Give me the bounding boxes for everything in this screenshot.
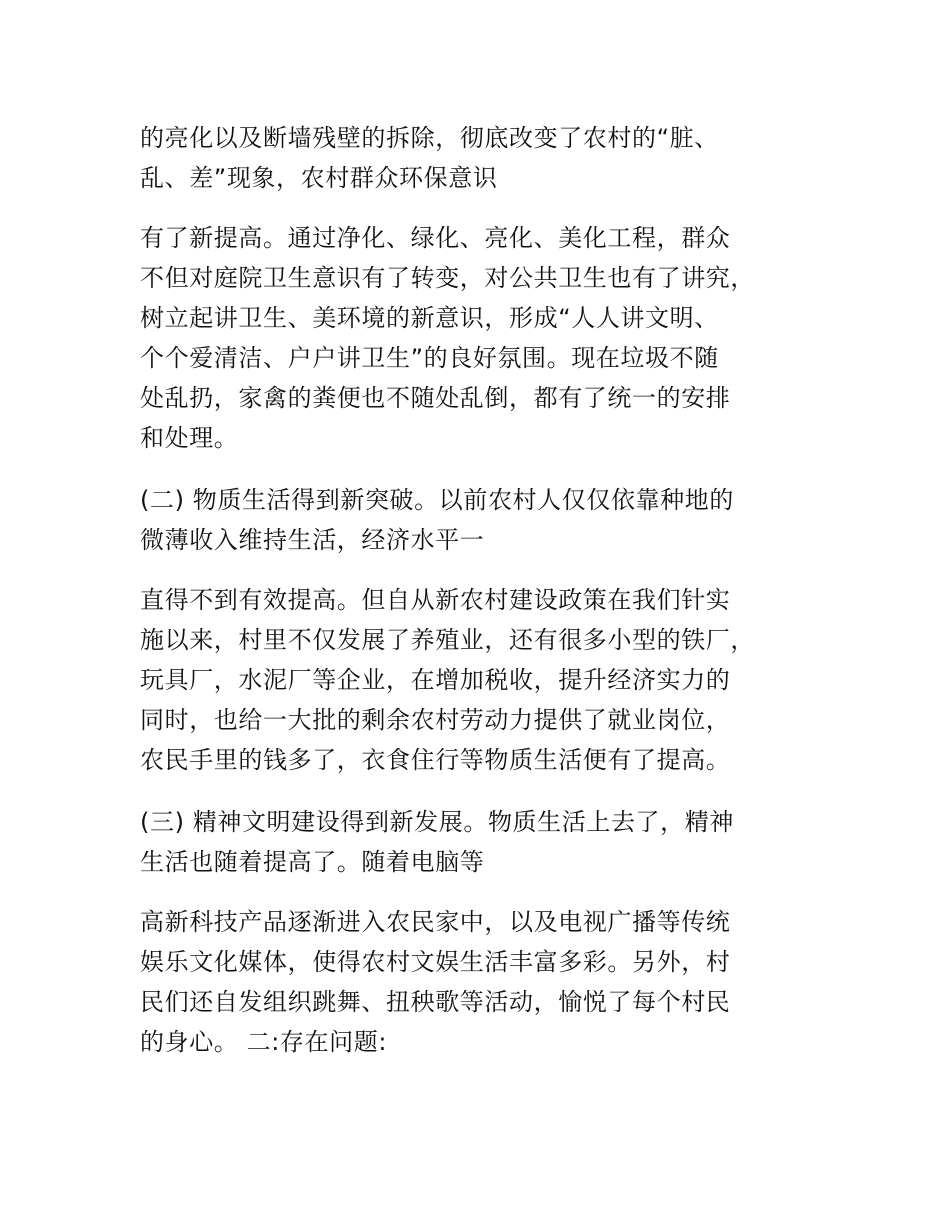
text-line: 乱、差”现象，农村群众环保意识 [140,164,498,192]
text-line: 施以来，村里不仅发展了养殖业，还有很多小型的铁厂， [140,626,755,654]
text-line: 高新科技产品逐渐进入农民家中，以及电视广播等传统 [140,908,731,936]
paragraph-cultural-life [140,902,820,1062]
text-line: 农民手里的钱多了，衣食住行等物质生活便有了提高。 [140,746,731,774]
text-line: 微薄收入维持生活，经济水平一 [140,526,485,554]
text-line: 个个爱清洁、户户讲卫生”的良好氛围。现在垃圾不随 [140,344,719,372]
text-line: 生活也随着提高了。随着电脑等 [140,848,485,876]
text-line: 有了新提高。通过净化、绿化、亮化、美化工程，群众 [140,224,731,252]
text-line: 同时，也给一大批的剩余农村劳动力提供了就业岗位， [140,706,731,734]
text-line: 娱乐文化媒体，使得农村文娱生活丰富多彩。另外，村 [140,948,731,976]
paragraph-environment-end [140,118,820,198]
text-line: 和处理。 [140,424,239,452]
text-line: 玩具厂，水泥厂等企业，在增加税收，提升经济实力的 [140,666,731,694]
paragraph-hygiene-awareness [140,218,820,458]
section-heading-material-life [140,480,820,560]
text-line: 树立起讲卫生、美环境的新意识，形成“人人讲文明、 [140,304,719,332]
text-line: 的亮化以及断墙残壁的拆除，彻底改变了农村的“脏、 [140,124,719,152]
text-line: 不但对庭院卫生意识有了转变，对公共卫生也有了讲究， [140,264,755,292]
text-line: (二) 物质生活得到新突破。以前农村人仅仅依靠种地的 [140,486,734,514]
section-heading-spiritual-civilization [140,802,820,882]
text-line: 处乱扔，家禽的粪便也不随处乱倒，都有了统一的安排 [140,384,731,412]
paragraph-economic-growth [140,580,820,780]
text-line: (三) 精神文明建设得到新发展。物质生活上去了，精神 [140,808,734,836]
text-line: 直得不到有效提高。但自从新农村建设政策在我们针实 [140,586,731,614]
text-line: 的身心。 二:存在问题: [140,1028,387,1056]
text-line: 民们还自发组织跳舞、扭秧歌等活动，愉悦了每个村民 [140,988,731,1016]
